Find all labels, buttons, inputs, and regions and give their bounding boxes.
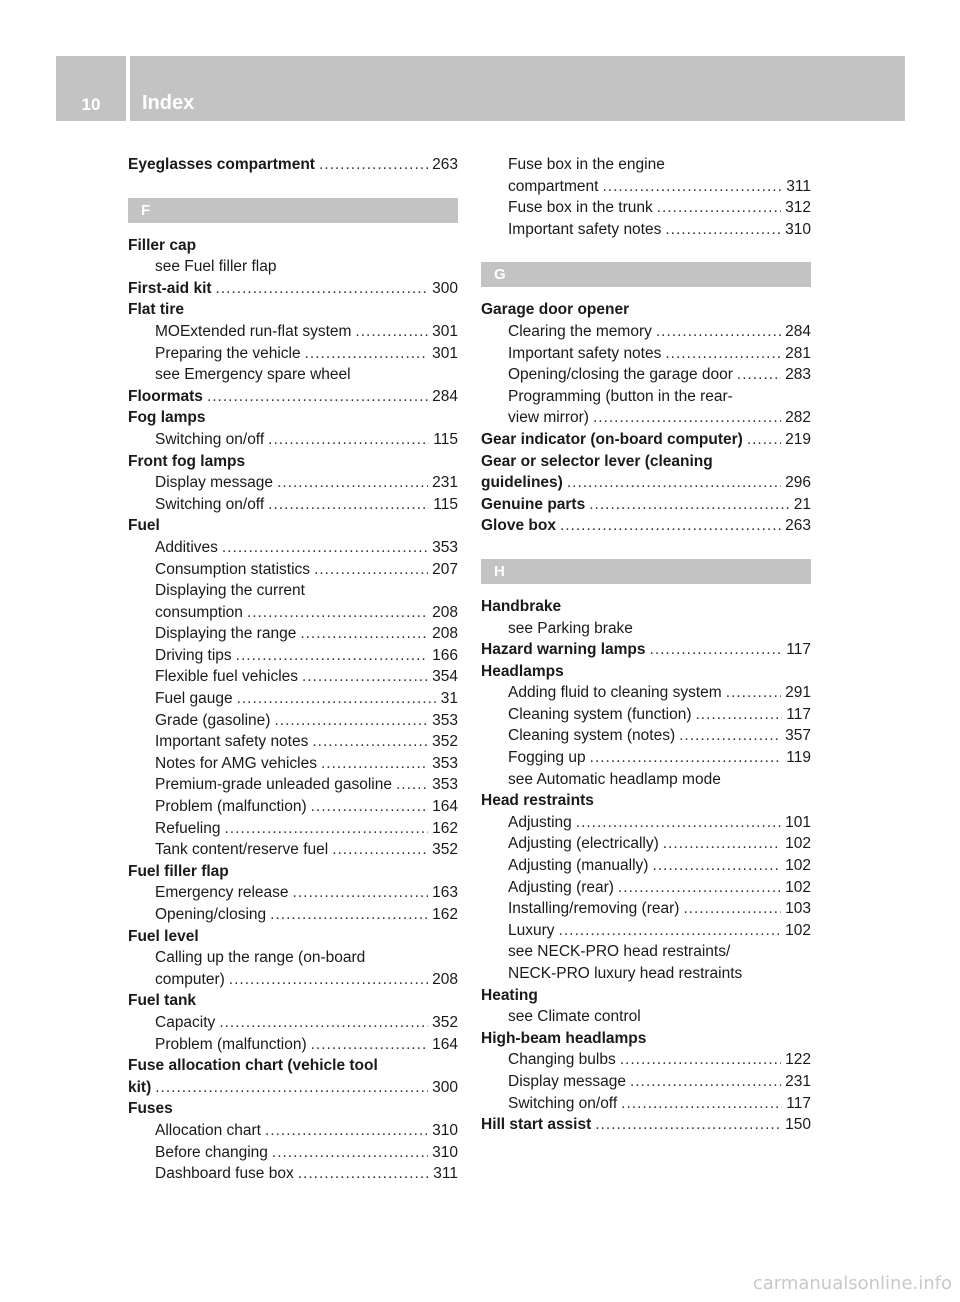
dot-leader (247, 602, 428, 624)
entry-label: MOExtended run-flat system (155, 322, 352, 340)
section-letter: G (494, 266, 506, 284)
entry-label: Premium-grade unleaded gasoline (155, 776, 392, 794)
index-subentry (481, 407, 811, 429)
entry-page-number[interactable]: 311 (433, 1165, 458, 1183)
entry-label: compartment (508, 177, 599, 195)
entry-page-number[interactable]: 352 (432, 841, 458, 859)
index-entry (481, 596, 811, 618)
entry-label: Important safety notes (155, 733, 309, 751)
entry-page-number[interactable]: 311 (786, 177, 811, 195)
dot-leader (236, 645, 428, 667)
dot-leader (630, 1071, 781, 1093)
entry-page-number[interactable]: 119 (786, 749, 811, 767)
entry-label: see Climate control (508, 1008, 641, 1026)
entry-label: Tank content/reserve fuel (155, 841, 329, 859)
dot-leader (696, 704, 783, 726)
index-entry (128, 299, 458, 321)
entry-label: Preparing the vehicle (155, 344, 301, 362)
index-subentry (481, 364, 811, 386)
dot-leader (679, 725, 781, 747)
dot-leader (665, 219, 781, 241)
index-subentry (481, 154, 811, 176)
dot-leader (737, 364, 781, 386)
index-subentry (481, 812, 811, 834)
entry-page-number[interactable]: 102 (785, 835, 811, 853)
dot-leader (590, 747, 783, 769)
entry-page-number[interactable]: 231 (785, 1072, 811, 1090)
dot-leader (311, 796, 429, 818)
index-subentry (481, 1093, 811, 1115)
entry-label: Displaying the range (155, 625, 297, 643)
entry-page-number[interactable]: 291 (785, 684, 811, 702)
index-subentry (128, 645, 458, 667)
entry-page-number[interactable]: 284 (785, 322, 811, 340)
dot-leader (272, 1142, 428, 1164)
entry-label: Luxury (508, 921, 555, 939)
entry-page-number[interactable]: 352 (432, 1013, 458, 1031)
entry-page-number[interactable]: 150 (785, 1116, 811, 1134)
dot-leader (656, 321, 781, 343)
entry-label: consumption (155, 603, 243, 621)
header-title: Index (142, 92, 195, 114)
index-subentry (481, 176, 811, 198)
index-subentry (481, 197, 811, 219)
dot-leader (216, 278, 429, 300)
index-entry (481, 494, 811, 516)
index-subentry (481, 833, 811, 855)
dot-leader (314, 559, 428, 581)
entry-label: Fuses (128, 1100, 173, 1118)
index-entry (128, 1098, 458, 1120)
index-entry (128, 235, 458, 257)
dot-leader (663, 833, 781, 855)
index-subentry (128, 537, 458, 559)
entry-label: Display message (155, 474, 274, 492)
index-subentry (481, 1049, 811, 1071)
index-subentry (128, 753, 458, 775)
entry-label: Fuse box in the engine (508, 156, 665, 173)
entry-label: Adjusting (rear) (508, 878, 614, 896)
index-subentry (481, 1006, 811, 1028)
entry-label: High-beam headlamps (481, 1029, 647, 1047)
index-subentry (481, 855, 811, 877)
dot-leader (293, 882, 429, 904)
entry-page-number[interactable]: 163 (432, 884, 458, 902)
index-subentry (128, 947, 458, 969)
index-entry (481, 472, 811, 494)
entry-page-number[interactable]: 312 (785, 199, 811, 217)
dot-leader (396, 774, 428, 796)
index-subentry (128, 969, 458, 991)
dot-leader (620, 1049, 781, 1071)
entry-label: guidelines) (481, 474, 563, 492)
index-subentry (481, 386, 811, 408)
entry-page-number[interactable]: 310 (432, 1143, 458, 1161)
index-subentry (128, 882, 458, 904)
index-subentry (128, 688, 458, 710)
dot-leader (155, 1077, 428, 1099)
entry-page-number[interactable]: 310 (785, 220, 811, 238)
entry-label: Allocation chart (155, 1121, 261, 1139)
entry-label: Fuel (128, 517, 160, 535)
entry-label: Filler cap (128, 236, 197, 254)
entry-label: Clearing the memory (508, 322, 652, 340)
entry-page-number[interactable]: 263 (785, 517, 811, 535)
index-subentry (128, 731, 458, 753)
entry-label: Fuse box in the trunk (508, 199, 653, 217)
index-subentry (481, 618, 811, 640)
entry-page-number[interactable]: 300 (432, 1078, 458, 1096)
entry-label: Grade (gasoline) (155, 711, 271, 729)
index-subentry (128, 343, 458, 365)
dot-leader (589, 494, 790, 516)
entry-label: Display message (508, 1072, 627, 1090)
entry-label: Genuine parts (481, 495, 586, 513)
entry-label: Problem (malfunction) (155, 798, 307, 816)
dot-leader (559, 920, 782, 942)
entry-label: Cleaning system (notes) (508, 727, 676, 745)
dot-leader (298, 1163, 430, 1185)
index-entry (128, 861, 458, 883)
entry-label: Fuse allocation chart (vehicle tool (128, 1057, 378, 1075)
entry-page-number[interactable]: 208 (432, 603, 458, 621)
entry-page-number[interactable]: 166 (432, 646, 458, 664)
index-column-left (128, 154, 458, 1185)
index-entry (128, 386, 458, 408)
entry-label: kit) (128, 1078, 152, 1096)
entry-page-number[interactable]: 101 (785, 813, 811, 831)
index-entry (128, 154, 458, 176)
entry-label: Head restraints (481, 792, 594, 810)
index-subentry (481, 219, 811, 241)
entry-label: Hazard warning lamps (481, 641, 646, 659)
entry-label: Handbrake (481, 597, 562, 615)
entry-page-number[interactable]: 310 (432, 1121, 458, 1139)
dot-leader (237, 688, 437, 710)
entry-label: Additives (155, 538, 218, 556)
index-subentry (128, 623, 458, 645)
dot-leader (747, 429, 781, 451)
dot-leader (618, 877, 781, 899)
dot-leader (621, 1093, 782, 1115)
entry-page-number[interactable]: 353 (432, 538, 458, 556)
index-subentry (481, 704, 811, 726)
index-subentry (128, 818, 458, 840)
entry-page-number[interactable]: 296 (785, 474, 811, 492)
entry-label: Flat tire (128, 301, 184, 319)
dot-leader (300, 623, 428, 645)
dot-leader (311, 1034, 429, 1056)
entry-page-number[interactable]: 284 (432, 387, 458, 405)
dot-leader (593, 407, 781, 429)
dot-leader (657, 197, 781, 219)
dot-leader (602, 176, 782, 198)
index-entry (481, 985, 811, 1007)
section-letter: F (141, 201, 151, 219)
entry-label: Changing bulbs (508, 1051, 616, 1069)
entry-label: Adding fluid to cleaning system (508, 684, 722, 702)
dot-leader (332, 839, 428, 861)
dot-leader (321, 753, 428, 775)
entry-page-number[interactable]: 117 (786, 641, 811, 659)
dot-leader (268, 494, 429, 516)
entry-page-number[interactable]: 208 (432, 970, 458, 988)
entry-page-number[interactable]: 102 (785, 921, 811, 939)
entry-label: Heating (481, 986, 538, 1004)
index-subentry (481, 877, 811, 899)
index-entry (481, 515, 811, 537)
dot-leader (355, 321, 428, 343)
dot-leader (665, 343, 781, 365)
dot-leader (207, 386, 428, 408)
dot-leader (305, 343, 429, 365)
entry-label: Front fog lamps (128, 452, 246, 470)
entry-label: Fuel level (128, 927, 199, 945)
entry-label: Gear or selector lever (cleaning (481, 452, 713, 470)
entry-label: NECK-PRO luxury head restraints (508, 965, 743, 982)
entry-label: Displaying the current (155, 582, 305, 600)
dot-leader (219, 1012, 428, 1034)
index-entry (481, 429, 811, 451)
entry-page-number[interactable]: 162 (432, 819, 458, 837)
entry-label: Fuel tank (128, 992, 197, 1010)
index-subentry (481, 747, 811, 769)
entry-page-number[interactable]: 352 (432, 733, 458, 751)
entry-page-number[interactable]: 353 (432, 754, 458, 772)
index-subentry (128, 666, 458, 688)
index-subentry (128, 1142, 458, 1164)
entry-page-number[interactable]: 231 (432, 474, 458, 492)
index-entry (128, 451, 458, 473)
dot-leader (229, 969, 428, 991)
index-subentry (128, 602, 458, 624)
entry-label: Hill start assist (481, 1116, 592, 1134)
page-header (56, 56, 905, 121)
entry-label: Emergency release (155, 884, 289, 902)
dot-leader (683, 898, 781, 920)
entry-label: Important safety notes (508, 344, 662, 362)
index-subentry (481, 769, 811, 791)
entry-page-number[interactable]: 301 (432, 344, 458, 362)
entry-label: Fuel gauge (155, 690, 233, 708)
entry-label: Garage door opener (481, 301, 630, 319)
entry-label: Notes for AMG vehicles (155, 754, 317, 772)
entry-label: see Fuel filler flap (155, 258, 277, 276)
index-subentry (481, 898, 811, 920)
dot-leader (726, 682, 781, 704)
index-subentry (128, 472, 458, 494)
index-subentry (128, 1012, 458, 1034)
index-subentry (128, 321, 458, 343)
dot-leader (319, 154, 428, 176)
entry-page-number[interactable]: 31 (440, 690, 458, 708)
entry-page-number[interactable]: 357 (785, 727, 811, 745)
index-subentry (128, 839, 458, 861)
entry-page-number[interactable]: 282 (785, 409, 811, 427)
entry-page-number[interactable]: 207 (432, 560, 458, 578)
index-subentry (481, 1071, 811, 1093)
entry-label: Driving tips (155, 646, 232, 664)
index-subentry (128, 1034, 458, 1056)
index-subentry (128, 774, 458, 796)
index-subentry (481, 343, 811, 365)
index-entry (481, 299, 811, 321)
index-subentry (128, 796, 458, 818)
entry-label: computer) (155, 970, 225, 988)
dot-leader (277, 472, 428, 494)
entry-page-number[interactable]: 117 (786, 705, 811, 723)
index-subentry (128, 904, 458, 926)
entry-label: Opening/closing (155, 906, 267, 923)
entry-page-number[interactable]: 300 (432, 279, 458, 297)
entry-label: Glove box (481, 517, 556, 535)
dot-leader (595, 1114, 781, 1136)
entry-label: see Emergency spare wheel (155, 366, 351, 384)
index-subentry (128, 364, 458, 386)
entry-label: Adjusting (electrically) (508, 835, 659, 853)
index-column-right (481, 154, 811, 1136)
index-entry (128, 407, 458, 429)
entry-page-number[interactable]: 102 (785, 857, 811, 875)
entry-label: Fog lamps (128, 409, 206, 427)
entry-label: Eyeglasses compartment (128, 156, 315, 173)
entry-page-number[interactable]: 301 (432, 322, 458, 340)
entry-label: First-aid kit (128, 279, 212, 297)
entry-label: Cleaning system (function) (508, 705, 692, 723)
index-subentry (481, 682, 811, 704)
entry-label: Switching on/off (155, 430, 265, 448)
index-entry (481, 1028, 811, 1050)
entry-label: Fogging up (508, 749, 586, 767)
entry-label: Gear indicator (on-board computer) (481, 430, 743, 448)
dot-leader (567, 472, 781, 494)
index-entry (128, 990, 458, 1012)
entry-page-number[interactable]: 162 (432, 906, 458, 923)
section-header-h (481, 559, 811, 584)
section-letter: H (494, 562, 505, 580)
index-entry (481, 790, 811, 812)
dot-leader (274, 710, 428, 732)
entry-label: Floormats (128, 387, 203, 405)
entry-label: Consumption statistics (155, 560, 311, 578)
index-subentry (128, 1120, 458, 1142)
index-entry (481, 661, 811, 683)
entry-page-number[interactable]: 117 (786, 1094, 811, 1112)
index-entry (481, 1114, 811, 1136)
index-entry (128, 515, 458, 537)
index-subentry (481, 725, 811, 747)
entry-label: Adjusting (manually) (508, 857, 649, 875)
page-number: 10 (81, 95, 101, 114)
index-entry (128, 278, 458, 300)
entry-label: Switching on/off (155, 495, 265, 513)
index-subentry (128, 580, 458, 602)
dot-leader (268, 429, 429, 451)
index-subentry (481, 941, 811, 963)
entry-page-number[interactable]: 122 (785, 1051, 811, 1069)
entry-page-number[interactable]: 102 (785, 878, 811, 896)
index-entry (128, 1077, 458, 1099)
dot-leader (576, 812, 781, 834)
dot-leader (222, 537, 428, 559)
entry-label: Before changing (155, 1143, 268, 1161)
entry-label: Flexible fuel vehicles (155, 668, 299, 686)
entry-label: Fuel filler flap (128, 862, 229, 880)
entry-label: Dashboard fuse box (155, 1165, 294, 1183)
entry-page-number[interactable]: 21 (793, 495, 811, 513)
entry-page-number[interactable]: 103 (785, 900, 811, 918)
index-subentry (128, 710, 458, 732)
entry-page-number[interactable]: 353 (432, 711, 458, 729)
dot-leader (560, 515, 781, 537)
dot-leader (302, 666, 428, 688)
entry-label: Refueling (155, 819, 221, 837)
entry-page-number[interactable]: 281 (785, 344, 811, 362)
index-subentry (481, 963, 811, 985)
index-entry (128, 1055, 458, 1077)
entry-label: see Automatic headlamp mode (508, 770, 721, 788)
entry-page-number[interactable]: 353 (432, 776, 458, 794)
index-subentry (128, 429, 458, 451)
index-subentry (481, 321, 811, 343)
header-divider (126, 56, 130, 121)
index-subentry (481, 920, 811, 942)
index-subentry (128, 1163, 458, 1185)
entry-page-number[interactable]: 263 (432, 156, 458, 173)
entry-label: Problem (malfunction) (155, 1035, 307, 1053)
entry-page-number[interactable]: 164 (432, 798, 458, 816)
entry-label: Calling up the range (on-board (155, 949, 366, 967)
entry-label: Headlamps (481, 662, 564, 680)
entry-label: Opening/closing the garage door (508, 366, 733, 384)
section-header-g (481, 262, 811, 287)
index-subentry (128, 559, 458, 581)
entry-page-number[interactable]: 208 (432, 625, 458, 643)
entry-label: Important safety notes (508, 220, 662, 238)
index-entry (481, 451, 811, 473)
entry-label: Capacity (155, 1013, 216, 1031)
index-subentry (128, 494, 458, 516)
dot-leader (312, 731, 428, 753)
entry-page-number[interactable]: 219 (785, 430, 811, 448)
dot-leader (265, 1120, 428, 1142)
entry-page-number[interactable]: 283 (785, 366, 811, 384)
dot-leader (270, 904, 428, 926)
entry-label: Switching on/off (508, 1094, 618, 1112)
dot-leader (650, 639, 783, 661)
entry-label: Programming (button in the rear- (508, 387, 733, 405)
watermark: carmanualsonline.info (752, 1273, 952, 1294)
entry-page-number[interactable]: 115 (433, 495, 458, 513)
index-entry (481, 639, 811, 661)
entry-page-number[interactable]: 164 (432, 1035, 458, 1053)
dot-leader (225, 818, 429, 840)
index-entry (128, 926, 458, 948)
entry-label: see NECK-PRO head restraints/ (508, 943, 731, 961)
section-header-f (128, 198, 458, 223)
entry-page-number[interactable]: 115 (433, 430, 458, 448)
entry-label: Adjusting (508, 813, 572, 831)
entry-page-number[interactable]: 354 (432, 668, 458, 686)
dot-leader (652, 855, 781, 877)
entry-label: view mirror) (508, 409, 589, 427)
entry-label: see Parking brake (508, 619, 633, 637)
entry-label: Installing/removing (rear) (508, 900, 680, 918)
index-subentry (128, 256, 458, 278)
